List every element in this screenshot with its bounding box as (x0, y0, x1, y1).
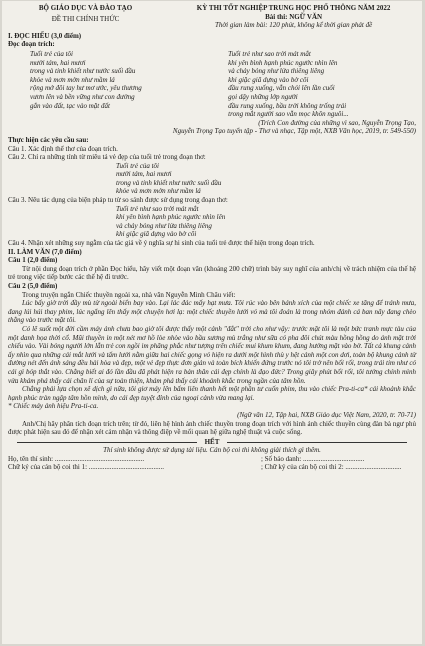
writing-q1-title: Câu 1 (2,0 điểm) (8, 256, 58, 265)
poem-line: khỏe và mơn mởn như mầm lá (30, 75, 115, 84)
poem (8, 50, 416, 119)
exam-paper (2, 1, 422, 644)
candidate-number: ; Số báo danh: ................................... (260, 454, 365, 463)
end-divider (8, 438, 416, 447)
quote-line: Tuổi trẻ như sao trời mát mắt (116, 204, 199, 213)
writing-q2-task: Anh/Chị hãy phân tích đoạn trích trên; từ đó, liên hệ hình ảnh chiếc thuyền trong đoạn trích với hình ảnh chiếc thuyền cùng đàn bà ngư phủ được phát hiện sau đó để nhận xét cảm nhận và thông điệp về mối quan hệ giữa nghệ thuật và cuộc sống. (8, 419, 416, 437)
exam-header (8, 4, 416, 30)
poem-source-detail: Nguyễn Trọng Tạo tuyển tập - Thơ và nhạc, Tập một, NXB Văn học, 2019, tr. 549-550) (172, 127, 416, 136)
official-exam-label: ĐỀ THI CHÍNH THỨC (51, 14, 120, 23)
q3-quote (8, 205, 416, 239)
candidate-name: Họ, tên thí sinh: ................................................... (8, 454, 145, 463)
header-right (171, 4, 416, 30)
poem-line: mười tám, hai mươi (30, 58, 86, 67)
poem-line: vươn lên và bền vững như con đường (30, 92, 135, 101)
supervisor-signatures (8, 463, 416, 472)
excerpt-paragraph: Có lẽ suốt một đời cầm máy ảnh chưa bao giờ tôi được thấy một cảnh "đắt" trời cho như vậy: trước mặt tôi là một bức tranh mực tàu của một danh họa thời cổ. Mũi thuyền in một nét mơ hồ lòe nhòe vào bầu sương mù trắng như sữa có pha đôi chút màu hồng hồng do ánh mặt trời chiếu vào. Vài bóng người lớn lẫn trẻ con ngồi im phăng phắc như tượng trên chiếc mui khum khum, đang hướng mặt vào bờ. Tất cả khung cảnh ấy nhìn qua những cái mắt lưới và tấm lưới nằm giữa hai chiếc gọng vó hiện ra dưới một hình thù y hệt cánh một con dơi, toàn bộ khung cảnh từ đường nét đến ánh sáng đều hài hòa và đẹp, một vẻ đẹp thực đơn giản và toàn bích khiến đứng trước nó tôi trở nên bối rối, trong trái tim như có cái gì bóp thắt vào. Chẳng biết ai đó lần đầu đã phát hiện ra bản thân cái đẹp chính là đạo đức? Trong giây phút bối rối, tôi tưởng chính mình vừa khám phá thấy cái chân lí của sự toàn thiện, khám phá thấy cái khoảnh khắc trong ngần của tâm hồn. (8, 324, 416, 385)
poem-line: Tuổi trẻ như sao trời mát mắt (228, 49, 311, 58)
end-label: HẾT (204, 437, 220, 446)
poem-line: Tuổi trẻ của tôi (30, 49, 73, 58)
end-note: Thí sinh không được sử dụng tài liệu. Cán bộ coi thi không giải thích gì thêm. (103, 446, 321, 455)
poem-line: khi giặc giã dựng vào bờ cõi (228, 75, 309, 84)
quote-line: mười tám, hai mươi (116, 170, 172, 179)
poem-line: rộng mở đôi tay hư mơ ước, yêu thương (30, 84, 142, 93)
poem-line: và chảy bỏng như lửa thiêng liêng (228, 67, 325, 76)
supervisor-1-signature: Chữ ký của cán bộ coi thi 1: ........................................... (8, 463, 165, 472)
quote-line: trong và tinh khiết như nước suối đầu (116, 178, 222, 187)
exam-title: KỲ THI TỐT NGHIỆP TRUNG HỌC PHỔ THÔNG NĂM 2022 (196, 4, 391, 12)
poem-right (220, 50, 416, 119)
question-2: Câu 2. Chỉ ra những tính từ miêu tả vẻ đẹp của tuổi trẻ trong đoạn thơ: (8, 153, 206, 162)
q2-quote (8, 162, 416, 196)
supervisor-2-signature: ; Chữ ký của cán bộ coi thi 2: ................................ (260, 463, 402, 472)
divider-line (17, 442, 197, 443)
poem-line: đầu rung xuống, bầu trời không trống trải (228, 101, 347, 110)
reading-intro: Đọc đoạn trích: (8, 40, 55, 49)
question-3: Câu 3. Nêu tác dụng của biện pháp tu từ so sánh được sử dụng trong đoạn thơ: (8, 196, 228, 205)
writing-q2-intro: Trong truyện ngắn Chiếc thuyền ngoài xa, nhà văn Nguyễn Minh Châu viết: (22, 290, 236, 299)
quote-line: và chảy bỏng như lửa thiêng liêng (116, 221, 212, 230)
task-heading: Thực hiện các yêu cầu sau: (8, 135, 89, 144)
divider-line (227, 442, 407, 443)
exam-time: Thời gian làm bài: 120 phút, không kể thời gian phát đề (215, 21, 373, 30)
candidate-info (8, 455, 416, 464)
question-4: Câu 4. Nhận xét những suy ngẫm của tác giả về ý nghĩa sự hi sinh của tuổi trẻ được thể hiện trong đoạn trích. (8, 239, 315, 248)
poem-left (8, 50, 204, 119)
header-left (8, 4, 163, 30)
exam-subject: Bài thi: NGỮ VĂN (265, 12, 323, 21)
writing-q1-text: Từ nội dung đoạn trích ở phần Đọc hiểu, hãy viết một đoạn văn (khoảng 200 chữ) trình bày suy nghĩ của anh/chị về trách nhiệm của thế hệ trẻ trong việc tiếp bước các thế hệ đi trước. (8, 264, 416, 282)
ministry-name: BỘ GIÁO DỤC VÀ ĐÀO TẠO (38, 4, 133, 12)
excerpt-paragraph: Lúc bấy giờ trời đầy mù từ ngoài biển bay vào. Lại lác đác mấy hạt mưa. Tôi rúc vào bên bánh xích của một chiếc xe tăng để tránh mưa, đang lúi húi thay phim, lúc ngẩng lên thấy một chuyện hơi lạ: một chiếc thuyền lưới vó mà tôi đoán là trong nhóm đánh cá ban nãy đang chèo thẳng vào trước mặt tôi. (8, 299, 416, 325)
quote-line: khi yên bình hạnh phúc ngước nhìn lên (116, 213, 226, 222)
poem-source: (Trích Con đường của những vì sao, Nguyễn Trọng Tạo, (258, 118, 416, 127)
excerpt-paragraph: Chẳng phải lựa chọn xê dịch gì nữa, tôi giơ máy lên bấm liên thanh hết một phần tư cuốn phim, thu vào chiếc Pra-ti-ca* cái khoảnh khắc hạnh phúc tràn ngập tâm hồn mình, do cái đẹp tuyệt đỉnh của ngoại cảnh vừa mang lại. (8, 385, 416, 402)
quote-line: khi giặc giã dựng vào bờ cõi (116, 230, 197, 239)
question-1: Câu 1. Xác định thể thơ của đoạn trích. (8, 144, 118, 153)
poem-line: trong mắt người sao vẫn mọc khôn nguôi... (228, 110, 349, 119)
poem-line: trong và tinh khiết như nước suối đầu (30, 67, 136, 76)
writing-q2-title: Câu 2 (5,0 điểm) (8, 282, 58, 290)
quote-line: khỏe và mơn mởn như mầm lá (116, 187, 201, 196)
poem-line: gọi dậy những lớp người (228, 92, 298, 101)
writing-title: II. LÀM VĂN (7,0 điểm) (8, 247, 82, 256)
quote-line: Tuổi trẻ của tôi (116, 161, 159, 170)
excerpt-source: (Ngữ văn 12, Tập hai, NXB Giáo dục Việt Nam, 2020, tr. 70-71) (237, 410, 416, 419)
poem-line: đầu rung xuống, vẫn chói lên lần cuối (228, 84, 335, 93)
footnote: * Chiếc máy ảnh hiệu Pra-ti-ca. (8, 402, 99, 411)
poem-line: khi yên bình hạnh phúc ngước nhìn lên (228, 58, 338, 67)
poem-line: gắn vào đất, tạc vào mặt đất (30, 101, 110, 110)
reading-title: I. ĐỌC HIỂU (3,0 điểm) (8, 31, 82, 40)
